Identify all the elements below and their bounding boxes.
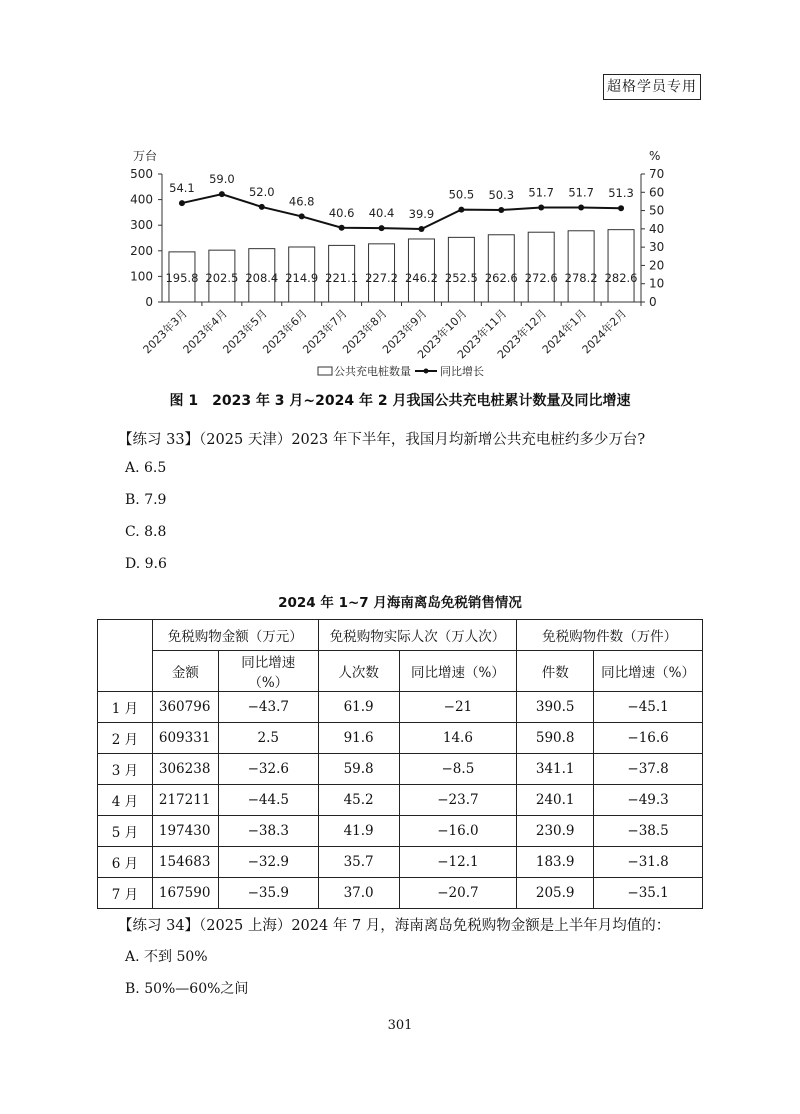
table-cell: 14.6	[399, 723, 517, 754]
table-row	[98, 878, 703, 909]
row-month: 6 月	[98, 847, 153, 878]
right-tick-label: 30	[649, 240, 665, 255]
q33-option-d: D. 9.6	[125, 556, 167, 572]
table-cell: −21	[399, 692, 517, 723]
table-cell: −20.7	[399, 878, 517, 909]
growth-point	[339, 225, 345, 231]
table-group-header-row	[98, 620, 703, 651]
x-tick-label: 2023年7月	[300, 306, 350, 357]
table-cell: 205.9	[517, 878, 594, 909]
right-tick-label: 20	[649, 258, 665, 273]
group-header-items: 免税购物件数（万件）	[517, 620, 703, 651]
legend-line-label: 同比增长	[440, 365, 484, 378]
table-cell: −43.7	[218, 692, 318, 723]
sub-header-amount: 金额	[152, 651, 218, 692]
growth-value-label: 46.8	[288, 194, 315, 209]
table-cell: 61.9	[318, 692, 399, 723]
table-cell: 341.1	[517, 754, 594, 785]
charging-pile-chart	[0, 0, 800, 385]
sub-header-visitors-growth: 同比增速（%）	[399, 651, 517, 692]
x-tick-label: 2023年8月	[340, 306, 390, 357]
x-tick-label: 2023年11月	[454, 306, 510, 362]
table-corner-cell	[98, 620, 153, 692]
growth-value-label: 51.7	[528, 185, 555, 200]
growth-point	[219, 191, 225, 197]
group-header-amount: 免税购物金额（万元）	[152, 620, 318, 651]
bar-value-label: 282.6	[604, 271, 638, 285]
bar	[528, 232, 554, 302]
table-cell: −12.1	[399, 847, 517, 878]
group-header-visitors: 免税购物实际人次（万人次）	[318, 620, 517, 651]
growth-value-label: 54.1	[169, 181, 195, 196]
bar-value-label: 227.2	[365, 271, 399, 285]
row-month: 5 月	[98, 816, 153, 847]
sub-header-items-growth: 同比增速（%）	[594, 651, 703, 692]
sub-header-amount-growth: 同比增速（%）	[218, 651, 318, 692]
table-cell: 45.2	[318, 785, 399, 816]
legend-bar-swatch	[318, 367, 332, 375]
bar-value-label: 214.9	[285, 271, 319, 285]
right-tick-label: 10	[649, 276, 665, 291]
right-tick-label: 50	[649, 203, 665, 218]
bar-value-label: 278.2	[564, 271, 598, 285]
table-cell: −16.0	[399, 816, 517, 847]
sub-header-items: 件数	[517, 651, 594, 692]
bar-value-label: 208.4	[245, 271, 279, 285]
growth-point	[578, 204, 584, 210]
x-tick-label: 2023年3月	[140, 306, 191, 357]
table-cell: 91.6	[318, 723, 399, 754]
bar-value-label: 221.1	[325, 271, 359, 285]
left-tick-label: 300	[130, 218, 153, 233]
bar-value-label: 202.5	[205, 271, 239, 285]
table-cell: 197430	[152, 816, 218, 847]
table-cell: 183.9	[517, 847, 594, 878]
bar-value-label: 246.2	[404, 271, 438, 285]
table-row	[98, 723, 703, 754]
bar-value-label: 272.6	[524, 271, 558, 285]
table-cell: −32.9	[218, 847, 318, 878]
right-tick-label: 70	[649, 167, 665, 181]
row-month: 2 月	[98, 723, 153, 754]
row-month: 4 月	[98, 785, 153, 816]
table-cell: −16.6	[594, 723, 703, 754]
table-cell: −49.3	[594, 785, 703, 816]
table-cell: −31.8	[594, 847, 703, 878]
q33-option-c: C. 8.8	[125, 524, 167, 540]
bar	[448, 237, 474, 302]
duty-free-table	[97, 619, 703, 909]
left-tick-label: 400	[130, 192, 153, 207]
growth-point	[259, 204, 265, 210]
left-tick-label: 500	[130, 167, 153, 181]
bar	[488, 235, 514, 302]
growth-point	[379, 225, 385, 231]
question-33: 【练习 33】（2025 天津）2023 年下半年，我国月均新增公共充电桩约多少万台?	[118, 432, 646, 448]
x-tick-label: 2024年1月	[539, 306, 590, 357]
growth-point	[299, 213, 305, 219]
left-tick-label: 0	[145, 295, 153, 309]
table-cell: 217211	[152, 785, 218, 816]
table-sub-header-row	[98, 651, 703, 692]
growth-point	[538, 204, 544, 210]
table-cell: −32.6	[218, 754, 318, 785]
growth-value-label: 40.4	[368, 206, 395, 221]
growth-line	[182, 194, 621, 229]
table-cell: −35.9	[218, 878, 318, 909]
row-month: 7 月	[98, 878, 153, 909]
table-row	[98, 847, 703, 878]
growth-value-label: 39.9	[408, 207, 435, 222]
bar-value-label: 195.8	[165, 271, 199, 285]
growth-point	[458, 207, 464, 213]
table-cell: 590.8	[517, 723, 594, 754]
table-cell: 35.7	[318, 847, 399, 878]
right-axis-unit: %	[649, 149, 661, 163]
growth-point	[179, 200, 185, 206]
right-tick-label: 60	[649, 185, 665, 200]
row-month: 1 月	[98, 692, 153, 723]
q33-option-b: B. 7.9	[125, 492, 167, 508]
x-tick-label: 2023年9月	[380, 306, 430, 357]
left-tick-label: 200	[130, 243, 153, 258]
table-cell: 390.5	[517, 692, 594, 723]
growth-value-label: 50.3	[488, 188, 515, 203]
bar-value-label: 252.5	[444, 271, 478, 285]
table-cell: 2.5	[218, 723, 318, 754]
x-tick-label: 2023年12月	[494, 306, 550, 362]
table-row	[98, 692, 703, 723]
growth-value-label: 50.5	[448, 187, 475, 202]
legend-bar-label: 公共充电桩数量	[334, 365, 411, 378]
page-number: 301	[387, 1018, 413, 1033]
left-tick-label: 100	[130, 269, 153, 284]
table-row	[98, 785, 703, 816]
right-tick-label: 40	[649, 221, 665, 236]
x-tick-label: 2023年10月	[415, 306, 470, 362]
table-cell: 360796	[152, 692, 218, 723]
table-cell: 41.9	[318, 816, 399, 847]
table-row	[98, 754, 703, 785]
x-tick-label: 2024年2月	[579, 306, 630, 357]
table-cell: 167590	[152, 878, 218, 909]
x-tick-label: 2023年5月	[220, 306, 270, 357]
question-34: 【练习 34】（2025 上海）2024 年 7 月，海南离岛免税购物金额是上半年月均值的：	[118, 918, 671, 934]
table-cell: −8.5	[399, 754, 517, 785]
table-row	[98, 816, 703, 847]
student-only-badge: 超格学员专用	[603, 74, 701, 100]
right-tick-label: 0	[649, 295, 657, 309]
growth-value-label: 52.0	[248, 184, 275, 199]
bar	[608, 230, 634, 302]
table-cell: −37.8	[594, 754, 703, 785]
table-cell: −38.5	[594, 816, 703, 847]
bar-value-label: 262.6	[484, 271, 518, 285]
table-cell: 306238	[152, 754, 218, 785]
table-cell: 240.1	[517, 785, 594, 816]
growth-point	[418, 226, 424, 232]
left-axis-unit: 万台	[133, 149, 158, 163]
table-cell: 609331	[152, 723, 218, 754]
table-cell: −35.1	[594, 878, 703, 909]
table-cell: 154683	[152, 847, 218, 878]
table-cell: 230.9	[517, 816, 594, 847]
row-month: 3 月	[98, 754, 153, 785]
growth-value-label: 40.6	[328, 205, 355, 220]
growth-value-label: 51.7	[568, 185, 594, 200]
table-cell: 59.8	[318, 754, 399, 785]
sub-header-visitors: 人次数	[318, 651, 399, 692]
figure-caption: 图 1 2023 年 3 月~2024 年 2 月我国公共充电桩累计数量及同比增速	[169, 393, 631, 409]
x-tick-label: 2023年6月	[260, 306, 310, 357]
table-cell: 37.0	[318, 878, 399, 909]
legend-line-marker	[424, 369, 429, 374]
growth-value-label: 59.0	[209, 172, 235, 187]
q33-option-a: A. 6.5	[125, 460, 167, 476]
q34-option-a: A. 不到 50%	[125, 949, 208, 965]
bar	[568, 231, 594, 302]
growth-point	[498, 207, 504, 213]
table-cell: −38.3	[218, 816, 318, 847]
table-cell: −44.5	[218, 785, 318, 816]
growth-value-label: 51.3	[608, 186, 634, 201]
growth-point	[618, 205, 624, 211]
table-title: 2024 年 1~7 月海南离岛免税销售情况	[278, 595, 522, 611]
table-cell: −45.1	[594, 692, 703, 723]
q34-option-b: B. 50%—60%之间	[125, 981, 249, 997]
table-cell: −23.7	[399, 785, 517, 816]
x-tick-label: 2023年4月	[180, 306, 230, 357]
